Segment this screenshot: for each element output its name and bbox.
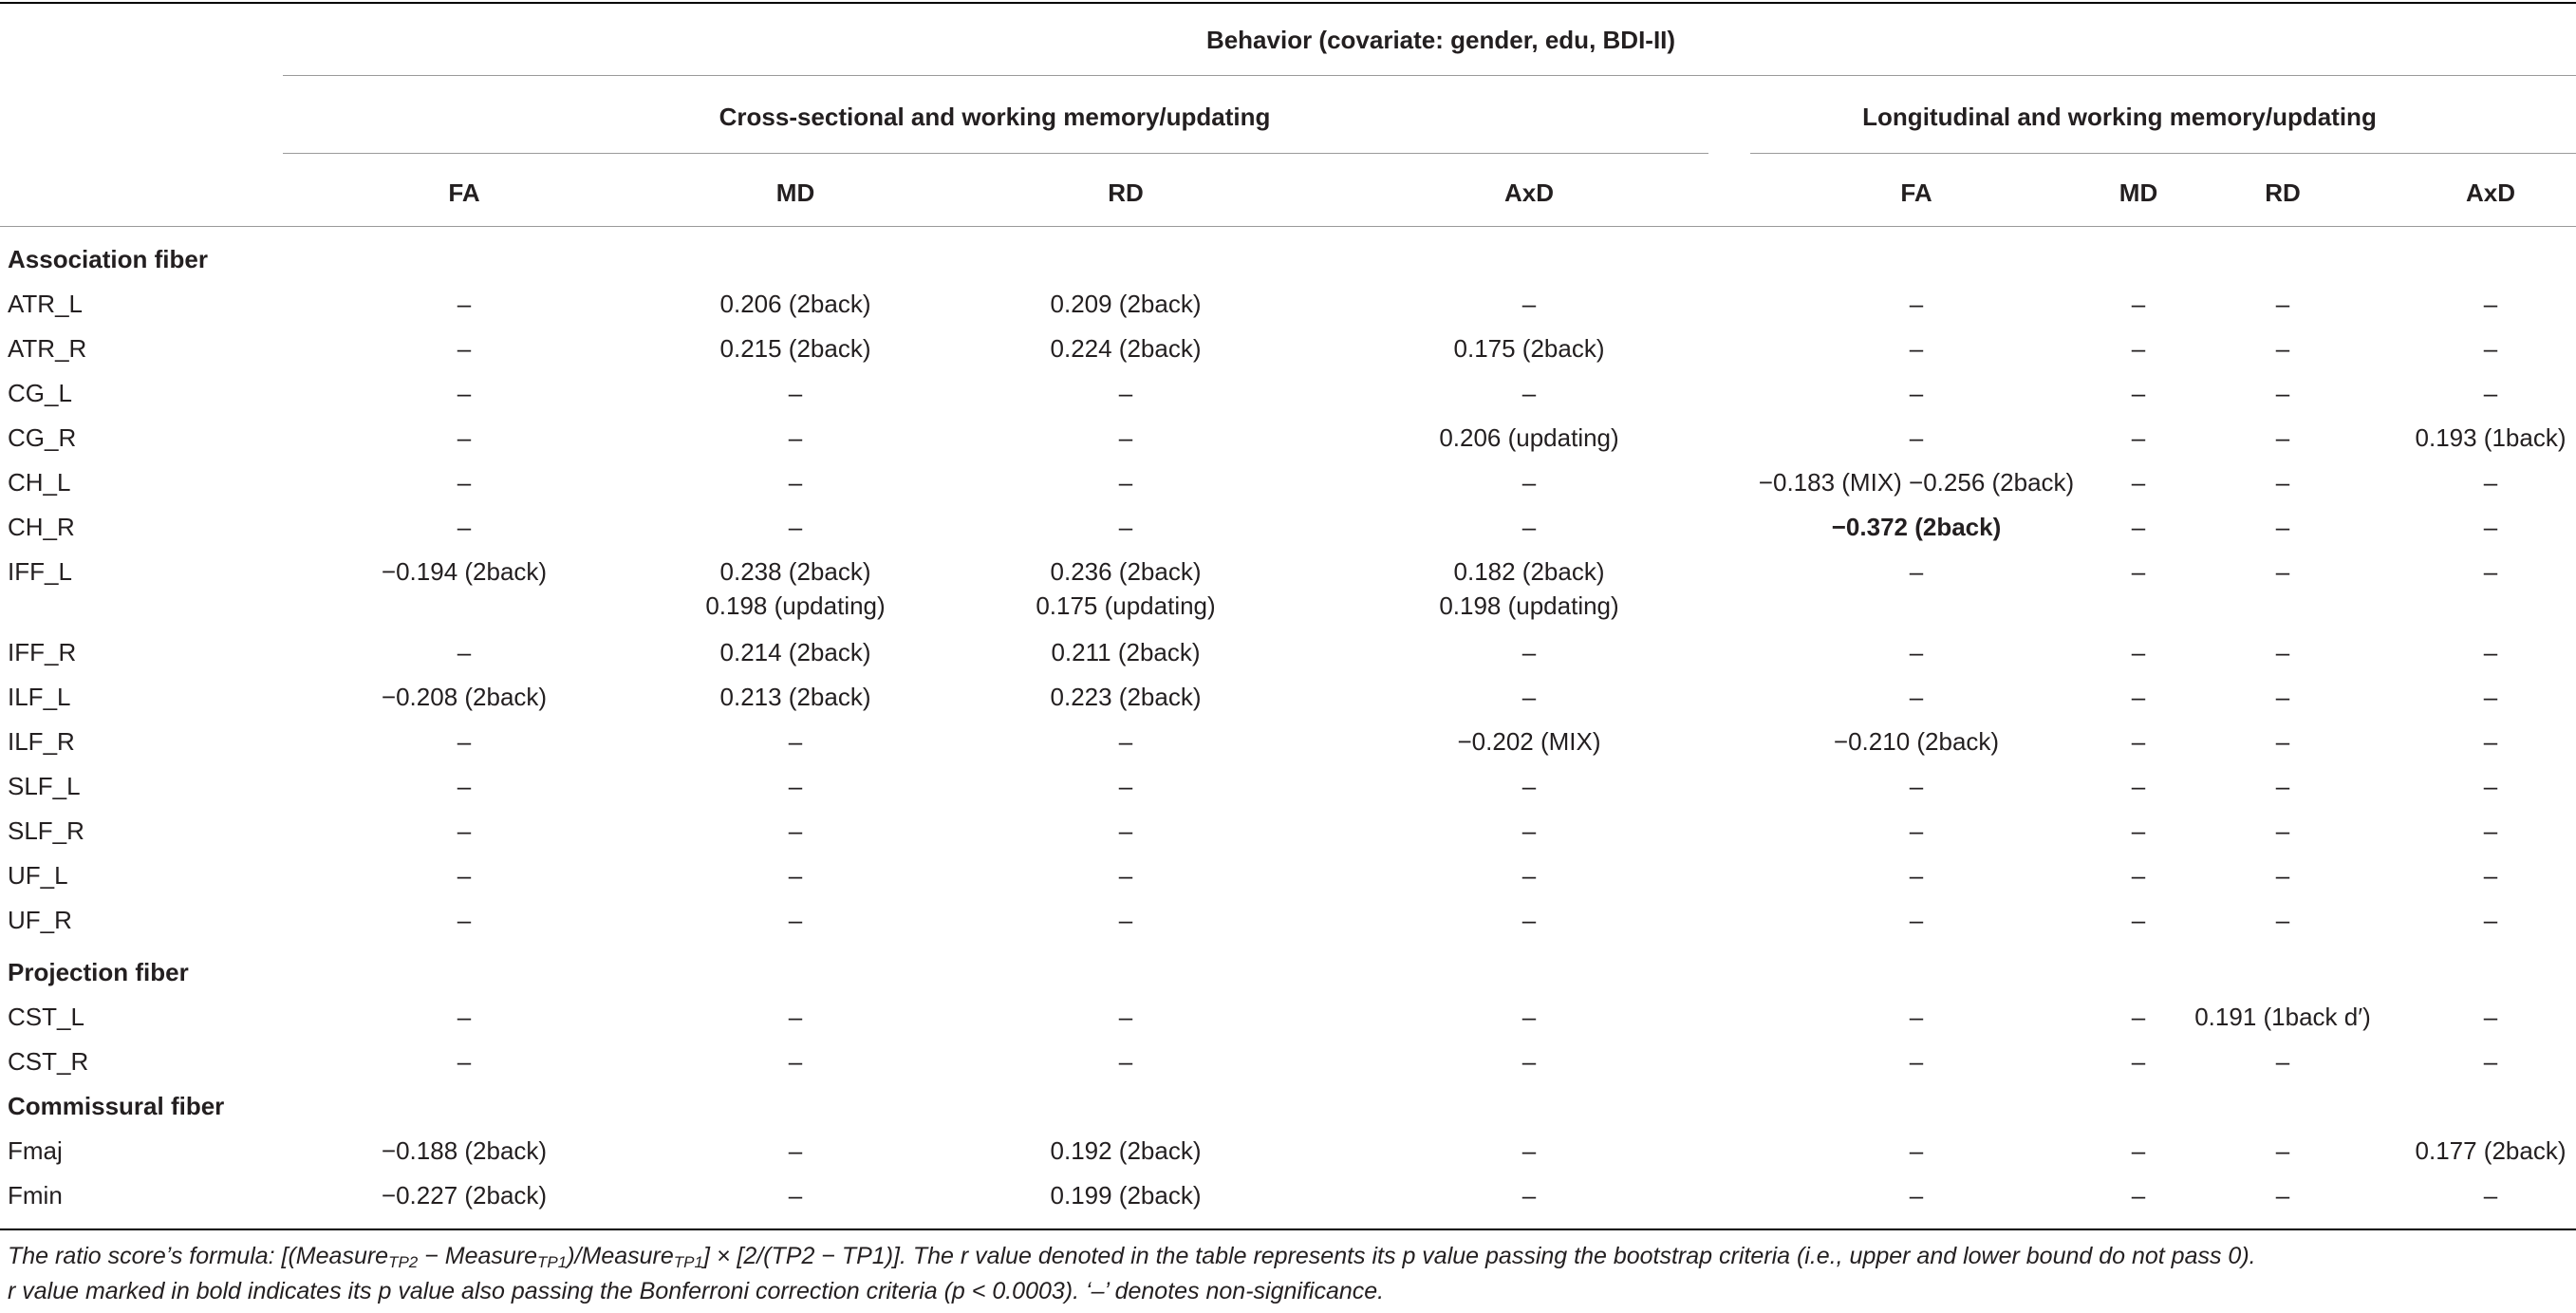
table-cell: – [1909, 1181, 1924, 1210]
table-cell: −0.372 (2back) [1831, 513, 2002, 541]
table-cell: – [2483, 513, 2498, 541]
table-cell: – [2275, 379, 2290, 407]
table-cell: – [1118, 468, 1133, 497]
header-rule-long [1750, 153, 2576, 154]
table-cell: – [2275, 906, 2290, 934]
table-cell: – [1521, 468, 1537, 497]
table-cell: 0.236 (2back) [1050, 557, 1202, 586]
table-cell: – [2131, 290, 2146, 318]
table-cell: – [1521, 1136, 1537, 1165]
table-cell: −0.208 (2back) [381, 683, 548, 711]
table-cell: – [1118, 1047, 1133, 1076]
table-cell: – [1521, 638, 1537, 666]
table-cell: – [2275, 727, 2290, 756]
column-header: FA [1900, 178, 1932, 207]
table-cell: 0.224 (2back) [1050, 334, 1202, 363]
table-cell: – [457, 513, 472, 541]
table-cell: – [1909, 772, 1924, 800]
table-cell: – [1521, 772, 1537, 800]
table-cell: – [1521, 906, 1537, 934]
table-cell: – [2275, 1181, 2290, 1210]
table-cell: – [1909, 816, 1924, 845]
table-cell: 0.213 (2back) [719, 683, 871, 711]
row-label: ATR_L [8, 290, 83, 318]
table-cell: – [457, 861, 472, 890]
row-label: CH_R [8, 513, 75, 541]
column-header: RD [2265, 178, 2301, 207]
table-cell: – [457, 468, 472, 497]
table-cell: – [1909, 1047, 1924, 1076]
table-cell: – [2483, 816, 2498, 845]
table-cell: – [2131, 379, 2146, 407]
section-title: Association fiber [8, 245, 208, 273]
table-cell: – [1118, 379, 1133, 407]
table-cell: – [2131, 1003, 2146, 1031]
table-cell: 0.177 (2back) [2415, 1136, 2567, 1165]
table-cell: 0.199 (2back) [1050, 1181, 1202, 1210]
column-header: FA [448, 178, 480, 207]
table-cell: – [1521, 513, 1537, 541]
table-cell: 0.206 (updating) [1439, 423, 1619, 452]
row-label: Fmaj [8, 1136, 63, 1165]
table-cell: – [788, 468, 803, 497]
table-cell: – [457, 1003, 472, 1031]
table-cell: – [2131, 772, 2146, 800]
table-cell: – [457, 772, 472, 800]
table-cell: – [2131, 513, 2146, 541]
table-cell: – [457, 379, 472, 407]
table-cell: 0.211 (2back) [1051, 638, 1201, 666]
table-cell: −0.210 (2back) [1833, 727, 2000, 756]
table-cell: 0.223 (2back) [1050, 683, 1202, 711]
table-cell: – [1521, 290, 1537, 318]
table-cell: 0.198 (updating) [1439, 591, 1619, 620]
table-cell: – [1521, 683, 1537, 711]
table-cell: – [1909, 638, 1924, 666]
table-cell: – [1909, 334, 1924, 363]
header-rule-bottom [0, 226, 2576, 227]
table-cell: – [1521, 379, 1537, 407]
table-cell: 0.214 (2back) [719, 638, 871, 666]
table-cell: – [457, 816, 472, 845]
table-cell: – [2131, 683, 2146, 711]
row-label: SLF_R [8, 816, 84, 845]
table-cell: – [1909, 557, 1924, 586]
table-cell: – [1118, 513, 1133, 541]
row-label: ILF_L [8, 683, 71, 711]
table-cell: – [2275, 1047, 2290, 1076]
row-label: CG_R [8, 423, 77, 452]
table-cell: – [1118, 906, 1133, 934]
table-cell: −0.188 (2back) [381, 1136, 548, 1165]
table-cell: – [1521, 816, 1537, 845]
table-cell: – [788, 727, 803, 756]
table-cell: – [2275, 683, 2290, 711]
table-cell: – [2131, 468, 2146, 497]
table-cell: – [788, 1047, 803, 1076]
row-label: CG_L [8, 379, 72, 407]
table-cell: 0.198 (updating) [705, 591, 886, 620]
table-cell: – [2483, 334, 2498, 363]
table-cell: – [1521, 1047, 1537, 1076]
table-cell: – [2131, 816, 2146, 845]
table-cell: – [1118, 772, 1133, 800]
row-label: ATR_R [8, 334, 87, 363]
table-cell: – [2483, 727, 2498, 756]
table-cell: – [2483, 1047, 2498, 1076]
bottom-rule [0, 1229, 2576, 1230]
header-group-long: Longitudinal and working memory/updating [1862, 103, 2377, 131]
table-cell: – [1909, 1136, 1924, 1165]
table-cell: – [788, 1136, 803, 1165]
table-cell: 0.191 (1back d′) [2194, 1003, 2371, 1031]
table-cell: −0.202 (MIX) [1457, 727, 1601, 756]
table-cell: – [2275, 772, 2290, 800]
table-cell: −0.194 (2back) [381, 557, 548, 586]
table-cell: – [2131, 638, 2146, 666]
table-cell: – [2131, 423, 2146, 452]
row-label: UF_R [8, 906, 72, 934]
table-cell: 0.175 (updating) [1036, 591, 1216, 620]
table-cell: – [1909, 683, 1924, 711]
table-cell: – [2483, 683, 2498, 711]
table-cell: – [2483, 468, 2498, 497]
table-cell: – [1118, 727, 1133, 756]
table-cell: – [2275, 468, 2290, 497]
table-cell: – [2483, 861, 2498, 890]
table-cell: – [2483, 772, 2498, 800]
table-cell: – [2275, 334, 2290, 363]
column-header: AxD [2465, 178, 2516, 207]
table-cell: – [788, 772, 803, 800]
table-cell: – [2131, 906, 2146, 934]
table-cell: −0.183 (MIX) −0.256 (2back) [1758, 468, 2075, 497]
footnote-line-2: r value marked in bold indicates its p value also passing the Bonferroni correction criteria (p < 0.0003). ‘–’ denotes non-significance. [8, 1278, 1385, 1304]
table-cell: – [2131, 1136, 2146, 1165]
table-cell: 0.192 (2back) [1050, 1136, 1202, 1165]
table-cell: – [788, 816, 803, 845]
table-cell: 0.206 (2back) [719, 290, 871, 318]
table-cell: – [2275, 816, 2290, 845]
row-label: UF_L [8, 861, 68, 890]
table-cell: – [457, 290, 472, 318]
table-cell: – [788, 906, 803, 934]
table-cell: – [2483, 1181, 2498, 1210]
section-title: Projection fiber [8, 958, 189, 986]
column-header: AxD [1503, 178, 1555, 207]
row-label: SLF_L [8, 772, 81, 800]
row-label: Fmin [8, 1181, 63, 1210]
table-cell: – [1909, 290, 1924, 318]
row-label: CST_R [8, 1047, 89, 1076]
table-cell: – [1909, 1003, 1924, 1031]
table-cell: 0.209 (2back) [1050, 290, 1202, 318]
table-cell: – [1118, 1003, 1133, 1031]
table-cell: 0.182 (2back) [1453, 557, 1605, 586]
table-cell: – [2483, 290, 2498, 318]
table-cell: – [457, 1047, 472, 1076]
table-cell: – [1909, 861, 1924, 890]
table-cell: – [788, 423, 803, 452]
header-top: Behavior (covariate: gender, edu, BDI-II) [1205, 26, 1676, 54]
table-cell: – [457, 334, 472, 363]
table-cell: – [2275, 290, 2290, 318]
table-cell: – [1909, 906, 1924, 934]
row-label: CST_L [8, 1003, 84, 1031]
row-label: ILF_R [8, 727, 75, 756]
table-cell: – [788, 861, 803, 890]
table-cell: – [457, 638, 472, 666]
table-cell: – [457, 423, 472, 452]
table-cell: – [788, 1003, 803, 1031]
table-cell: – [2483, 906, 2498, 934]
table-cell: – [1118, 423, 1133, 452]
table-cell: – [2131, 334, 2146, 363]
table-cell: – [2275, 861, 2290, 890]
table-cell: 0.193 (1back) [2415, 423, 2567, 452]
table-cell: – [1118, 816, 1133, 845]
table-cell: – [2131, 557, 2146, 586]
table-cell: – [2131, 861, 2146, 890]
table-cell: – [1521, 1003, 1537, 1031]
table-cell: −0.227 (2back) [381, 1181, 548, 1210]
section-title: Commissural fiber [8, 1092, 225, 1120]
column-header: MD [775, 178, 815, 207]
table-cell: 0.175 (2back) [1453, 334, 1605, 363]
header-group-cross: Cross-sectional and working memory/updating [719, 103, 1271, 131]
table-cell: – [2131, 727, 2146, 756]
table-cell: – [2275, 638, 2290, 666]
table-cell: – [1118, 861, 1133, 890]
row-label: IFF_R [8, 638, 77, 666]
table-cell: – [457, 906, 472, 934]
table-cell: – [2483, 557, 2498, 586]
table-cell: – [2275, 513, 2290, 541]
table-cell: – [2275, 1136, 2290, 1165]
table-cell: – [2131, 1181, 2146, 1210]
row-label: CH_L [8, 468, 71, 497]
table-cell: – [2275, 423, 2290, 452]
header-rule-1 [283, 75, 2576, 76]
top-rule [0, 2, 2576, 4]
table-cell: – [788, 513, 803, 541]
table-cell: – [457, 727, 472, 756]
table-cell: – [2275, 557, 2290, 586]
table-cell: – [1909, 379, 1924, 407]
table-cell: – [788, 379, 803, 407]
row-label: IFF_L [8, 557, 72, 586]
table-cell: – [1521, 1181, 1537, 1210]
column-header: RD [1108, 178, 1144, 207]
table-cell: – [1521, 861, 1537, 890]
table-cell: – [2483, 638, 2498, 666]
table-cell: – [2483, 379, 2498, 407]
table-cell: – [788, 1181, 803, 1210]
footnote-line-1: The ratio score’s formula: [(Measure$_{TP2}$ − Measure$_{TP1}$)/Measure$_{TP1}$] × [2/(TP2 − TP1)]. The r value denoted in the table represents its p value passing the bootstrap criteria (i.e., upper and lower bound do not pass 0). [8, 1243, 2256, 1271]
table-cell: 0.215 (2back) [719, 334, 871, 363]
table-cell: – [2131, 1047, 2146, 1076]
header-rule-cross [283, 153, 1708, 154]
table-cell: 0.238 (2back) [719, 557, 871, 586]
table-cell: – [1909, 423, 1924, 452]
table-cell: – [2483, 1003, 2498, 1031]
column-header: MD [2119, 178, 2158, 207]
